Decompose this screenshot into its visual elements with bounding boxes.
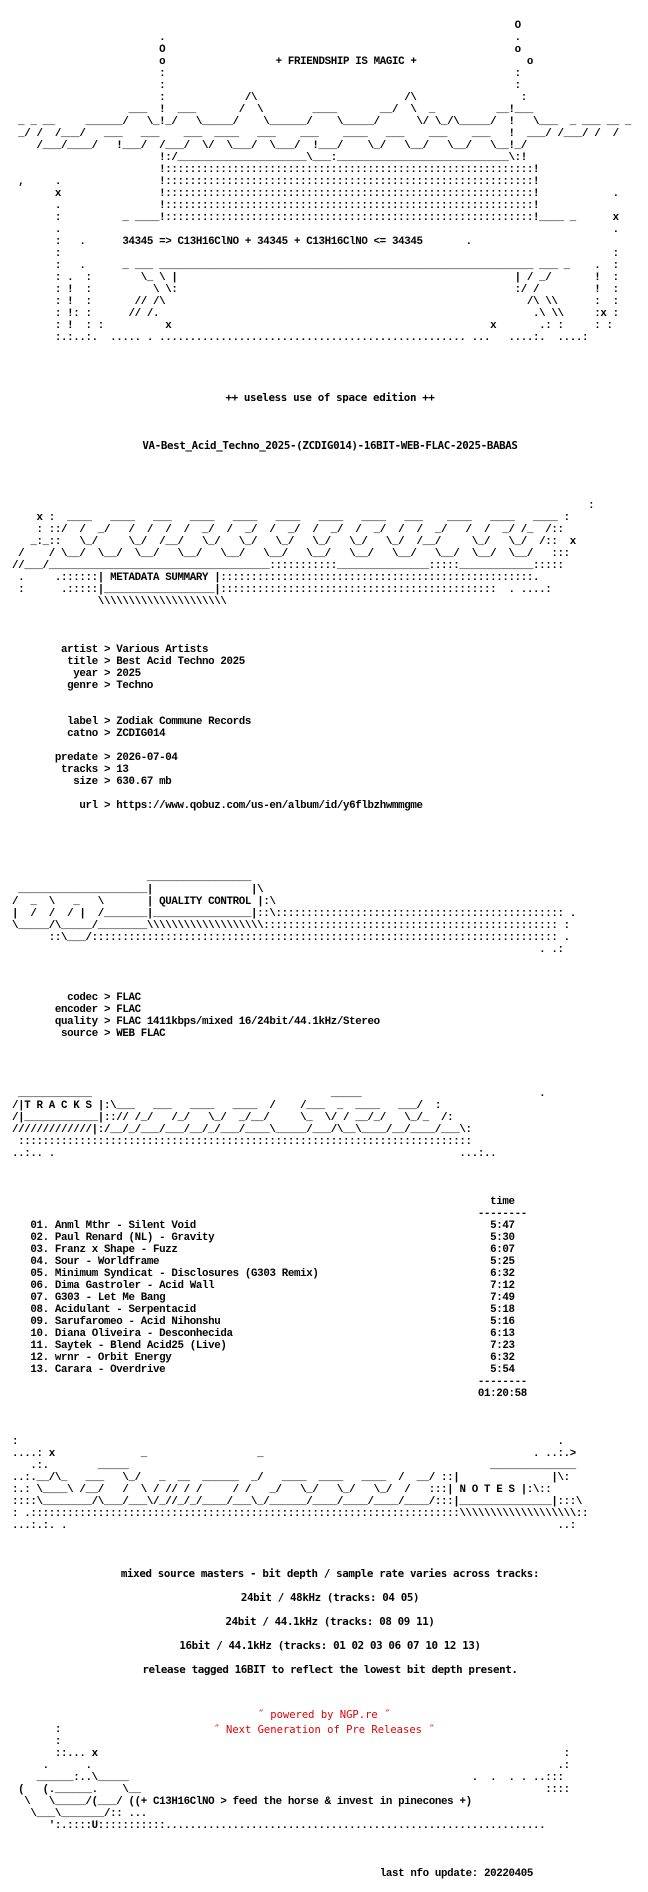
track-number: 05. xyxy=(30,1268,49,1280)
track-time: 7:49 xyxy=(490,1292,515,1304)
notes-section-title: N O T E S xyxy=(459,1484,515,1496)
track-row xyxy=(12,1232,515,1244)
formula-line: 34345 => C13H16ClNO + 34345 + C13H16ClNO <= 34345 xyxy=(122,236,423,248)
metadata-size: 630.67 mb xyxy=(116,776,172,788)
metadata-header-art: : x : ____ ____ ___ ____ ____ ____ ____ ____ ___ ____ ____ ____ : : ::/ / _/ / / / / _/ / _/ / _/ / _/ / _/ / / _/ / / _/ /_ /:: _:_:: \_/ \_/ /__/ \_/ \_/ \_/ \_/ \_/ \_/ /__/ \_/ \_/ /:: x / / \__/ \__/ \__/ \__/ \__/ \__/ \__/ \__/ \__/ \__/ \__/ \__/ ::: //___/____________________________________:::::::::::_______________:::::____________::::: . .::::::| METADATA SUMMARY |:::::::::::::::::::::::::::::::::::::::::::::::::::. : .:::::|__________________|::::::::::::::::::::::::::::::::::::::::::::: . ....: \\\\\\\\\\\\\\\\\\\\\ xyxy=(12,500,595,608)
track-title: Sour - Worldframe xyxy=(54,1256,160,1268)
metadata-genre: Techno xyxy=(116,680,153,692)
track-number: 11. xyxy=(30,1340,49,1352)
track-row xyxy=(12,1340,515,1352)
footer-tagline: ˝ Next Generation of Pre Releases ˝ xyxy=(213,1724,435,1736)
track-time: 6:13 xyxy=(490,1328,515,1340)
track-number: 10. xyxy=(30,1328,49,1340)
notes-line-5: release tagged 16BIT to reflect the lowest bit depth present. xyxy=(142,1663,518,1676)
metadata-label: Zodiak Commune Records xyxy=(116,716,252,728)
track-number: 06. xyxy=(30,1280,49,1292)
track-time: 5:16 xyxy=(490,1316,515,1328)
track-row xyxy=(12,1244,515,1256)
track-row xyxy=(12,1364,515,1376)
track-number: 01. xyxy=(30,1220,49,1232)
tracklist: time -------- 01. Anml Mthr - Silent Void 5:47 02. Paul Renard (NL) - Gravity 5:30 03. Franz x Shape - Fuzz 6:07 04. Sour - Worldframe 5:25 05. Minimum Syndicat - Disclosures (G303 Remix) 6:32 06. Dima Gastroler - Acid Wall 7:12 07. G303 - Let Me Bang 7:49 08. Acidulant - Serpentacid 5:18 09. Sarufaromeo - Acid Nihonshu 5:16 10. Diana Oliveira - Desconhecida 6:13 11. Saytek - Blend Acid25 (Live) 7:23 12. wrnr - Orbit Energy 6:32 13. Carara - Overdrive 5:54 -------- 01:20:58 xyxy=(12,1196,648,1400)
notes-line-1: mixed source masters - bit depth / sample rate varies across tracks: xyxy=(120,1567,540,1580)
metadata-title: Best Acid Techno 2025 xyxy=(116,656,245,668)
metadata-year: 2025 xyxy=(116,668,141,680)
track-row xyxy=(12,1316,515,1328)
track-title: G303 - Let Me Bang xyxy=(54,1292,166,1304)
quality-header-art: _________________ _____________________| |\ / _ \ _ \ | QUALITY CONTROL |:\ | / / / | /_______|________________|::\::::::::::::::::::::::::::::::::::::::::::::::: . \_____/\_____/________\\\\\\\\\\\\\\\\\\\:::::::::::::::::::::::::::::::::::::::::::::::: : ::\___/:::::::::::::::::::::::::::::::::::::::::::::::::::::::::::::::::::::::::::: . . .: xyxy=(12,872,576,956)
notes-line-3: 24bit / 44.1kHz (tracks: 08 09 11) xyxy=(225,1615,435,1628)
track-number: 13. xyxy=(30,1364,49,1376)
notes-line-2: 24bit / 48kHz (tracks: 04 05) xyxy=(240,1591,420,1604)
edition-line: ++ useless use of space edition ++ xyxy=(225,391,435,404)
metadata-artist: Various Artists xyxy=(116,644,209,656)
quality-codec: FLAC xyxy=(116,992,141,1004)
track-title: Sarufaromeo - Acid Nihonshu xyxy=(54,1316,221,1328)
track-row xyxy=(12,1292,515,1304)
track-time: 5:54 xyxy=(490,1364,515,1376)
track-number: 08. xyxy=(30,1304,49,1316)
track-row xyxy=(12,1304,515,1316)
release-name: VA-Best_Acid_Techno_2025-(ZCDIG014)-16BIT-WEB-FLAC-2025-BABAS xyxy=(142,439,518,452)
track-number: 09. xyxy=(30,1316,49,1328)
track-title: Paul Renard (NL) - Gravity xyxy=(54,1232,215,1244)
track-title: Saytek - Blend Acid25 (Live) xyxy=(54,1340,227,1352)
track-title: Franz x Shape - Fuzz xyxy=(54,1244,178,1256)
track-time: 6:32 xyxy=(490,1268,515,1280)
track-row xyxy=(12,1280,515,1292)
track-title: Dima Gastroler - Acid Wall xyxy=(54,1280,215,1292)
metadata-predate: 2026-07-04 xyxy=(116,752,178,764)
notes-line-4: 16bit / 44.1kHz (tracks: 01 02 03 06 07 10 12 13) xyxy=(179,1639,481,1652)
track-time: 7:12 xyxy=(490,1280,515,1292)
track-title: Acidulant - Serpentacid xyxy=(54,1304,196,1316)
track-number: 02. xyxy=(30,1232,49,1244)
metadata-catno: ZCDIG014 xyxy=(116,728,166,740)
metadata-tracks: 13 xyxy=(116,764,129,776)
footer xyxy=(0,1708,648,1738)
track-time: 5:47 xyxy=(490,1220,515,1232)
metadata-url-link[interactable]: https://www.qobuz.com/us-en/album/id/y6flbzhwmmgme xyxy=(116,800,423,812)
track-row xyxy=(12,1220,515,1232)
quality-quality: FLAC 1411kbps/mixed 16/24bit/44.1kHz/Stereo xyxy=(116,1016,380,1028)
track-row xyxy=(12,1268,515,1280)
track-time: 5:18 xyxy=(490,1304,515,1316)
notes-header-art: : . ....: x _ _ . ..:.> .:. _____ ______________ ..:.__/\_ ___ \_/ _ __ ______ _/ ____ ____ ____ / __/ ::| |\: :.: \____\ /__/ / \ / // / / / / _/ \_/ \_/ \_/ / :::| N O T E S |:\:: ::::\________/\___/___\/_//_/_/____/___\_/______/____/____/____/____/:::|_______________|:::\ : .::::::::::::::::::::::::::::::::::::::::::::::::::::::::::::::::::::::\\\\\\\\\\\\\\\\\\\:: ...:.:. . ..: xyxy=(12,1436,589,1532)
tracklist-time-header: time xyxy=(490,1196,515,1208)
last-update: last nfo update: 20220405 xyxy=(379,1868,533,1880)
track-title: Diana Oliveira - Desconhecida xyxy=(54,1328,233,1340)
nfo-document xyxy=(0,8,648,1892)
closing-horse-line: (+ C13H16ClNO > feed the horse & invest in pinecones +) xyxy=(134,1796,472,1808)
metadata-block: artist > Various Artists title > Best Acid Techno 2025 year > 2025 genre > Techno label > Zodiak Commune Records catno > ZCDIG014 predate > 2026-07-04 tracks > 13 size > 630.67 mb url > https://www.qobuz.com/us-en/album/id/y6flbzhwmmgme xyxy=(54,644,423,812)
track-time: 6:32 xyxy=(490,1352,515,1364)
track-number: 07. xyxy=(30,1292,49,1304)
track-title: Carara - Overdrive xyxy=(54,1364,166,1376)
closing-art: : : ::... x : . . .: ______:..\_____ . . . . ..::: ( (.______. \__ :::: \ \_____/(___/ ((+ C13H16ClNO > feed the horse & invest in pinecones +) \___\_______/:: ... ':.::::U:::::::::::.............................................................. xyxy=(18,1724,570,1832)
metadata-section-title: METADATA SUMMARY xyxy=(110,572,209,584)
track-title: Minimum Syndicat - Disclosures (G303 Remix) xyxy=(54,1268,319,1280)
footer-powered: ˝ powered by NGP.re ˝ xyxy=(257,1709,391,1721)
tracks-header-art: ____________ _____ . /|T R A C K S |:\___ ___ ____ ____ / /___ _ ____ ___/ : /|____________|::// /_/ /_/ \_/ _/__/ \_ \/ / __/_/ \_/_ /: /////////////|:/__/_/___/___/__/_/___/____\_____/___/\__\____/__/____/___\: :::::::::::::::::::::::::::::::::::::::::::::::::::::::::::::::::::::::::: ..:.. . ...:.. xyxy=(12,1088,546,1160)
track-title: Anml Mthr - Silent Void xyxy=(54,1220,196,1232)
last-update-line xyxy=(12,1868,648,1880)
top-banner: + FRIENDSHIP IS MAGIC + xyxy=(275,56,417,68)
quality-section-title: QUALITY CONTROL xyxy=(159,896,252,908)
tracklist-total: 01:20:58 xyxy=(477,1388,527,1400)
track-number: 12. xyxy=(30,1352,49,1364)
track-row xyxy=(12,1352,515,1364)
track-time: 5:30 xyxy=(490,1232,515,1244)
quality-encoder: FLAC xyxy=(116,1004,141,1016)
quality-block: codec > FLAC encoder > FLAC quality > FLAC 1411kbps/mixed 16/24bit/44.1kHz/Stereo source > WEB FLAC xyxy=(54,992,380,1040)
track-time: 7:23 xyxy=(490,1340,515,1352)
tracks-section-title: T R A C K S xyxy=(24,1100,92,1112)
track-title: wrnr - Orbit Energy xyxy=(54,1352,172,1364)
track-row xyxy=(12,1256,515,1268)
track-number: 03. xyxy=(30,1244,49,1256)
track-time: 5:25 xyxy=(490,1256,515,1268)
quality-source: WEB FLAC xyxy=(116,1028,166,1040)
friendship-logo-art: O . . O o o + FRIENDSHIP IS MAGIC + o : : : : : /\ /\ : ___ ! ___ / \ ____ __/ \ _ __!___ _ _ __ ______/ \_!_/ \_____/ \______/ \_____/ \/ \_/\_____/ ! \___ _ ___ __ _ _/ / /___/ ___ ___ ___ ____ ___ ___ ____ ___ ___ ___ ! ___/ /___/ / / /___/____/ !___/ /___/ \/ \___/ \___/ !___/ \_/ \__/ \__/ \__!_/ !:/_____________________\___:____________________________\:! !::::::::::::::::::::::::::::::::::::::::::::::::::::::::::::! , . !::::::::::::::::::::::::::::::::::::::::::::::::::::::::::::! x !::::::::::::::::::::::::::::::::::::::::::::::::::::::::::::! . . !::::::::::::::::::::::::::::::::::::::::::::::::::::::::::::! : _ ____!::::::::::::::::::::::::::::::::::::::::::::::::::::::::::::!____ _ x . . : . 34345 => C13H16ClNO + 34345 + C13H16ClNO <= 34345 . : : : . _ ___ _____________________________________________________________ ___ _ . : : . : \_ \ | | / _/ ! : : ! : \ \: :/ / ! : : ! : // /\ /\ \\ : : : !: : // /. .\ \\ :x : : ! : : x x .: : : : :.:..:. ..... . .................................................. ... ....:. ....: xyxy=(18,20,632,344)
track-time: 6:07 xyxy=(490,1244,515,1256)
track-number: 04. xyxy=(30,1256,49,1268)
track-row xyxy=(12,1328,515,1340)
